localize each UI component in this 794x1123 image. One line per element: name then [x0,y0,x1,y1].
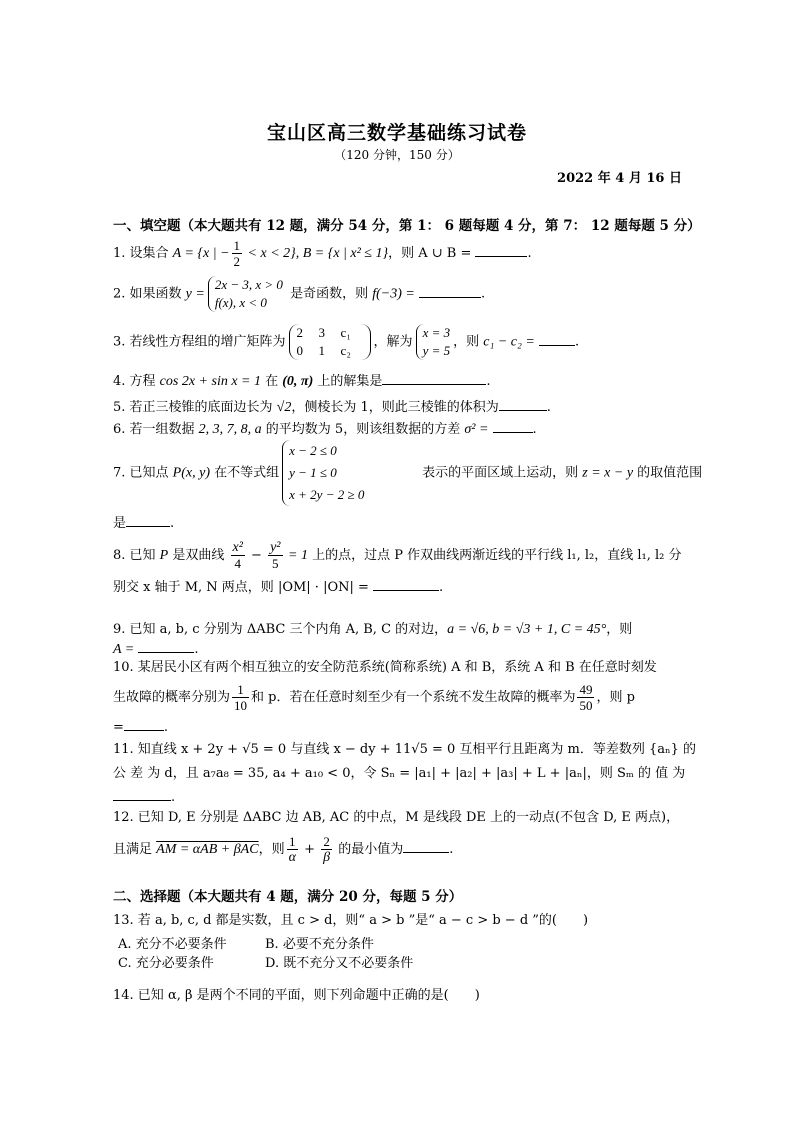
q2-prefix: 2. 如果函数 [113,286,186,302]
q3-m23: c₂ [340,343,351,358]
q3-m12: 3 [318,325,326,340]
question-12 [113,808,679,828]
q3-m21: 0 [296,343,304,358]
question-10-line-2 [113,682,635,713]
q4-equation: cos 2x + sin x = 1 [159,374,261,389]
q8-frac-y-den: 5 [272,556,279,571]
q3-augmented-matrix [289,324,371,360]
q3-sol-2: y = 5 [422,343,451,358]
q7-line-2: 是 [113,516,127,531]
question-5: 5. 若正三棱锥的底面边长为 √2，侧棱长为 1，则此三棱锥的体积为 . [113,396,551,418]
question-11-line-3: . [113,786,175,808]
q7-ineq-3: x + 2y − 2 ≥ 0 [289,487,365,502]
q3-m13: c₁ [340,325,351,340]
q1-prefix: 1. 设集合 [113,246,173,261]
question-14 [113,986,480,1006]
q4-post: 上的解集是 [313,374,383,389]
q7-tail: 的取值范围 [633,465,703,481]
q6-data: 2, 3, 7, 8, a [198,422,262,437]
q5-post: ，侧棱长为 1，则此三棱锥的体积为 [291,400,499,415]
q2-case-1: 2x − 3, x > 0 [214,277,283,292]
question-7-line-2: 是 . [113,512,174,534]
q2-case-2: f(x), x < 0 [214,295,267,310]
question-6: 6. 若一组数据 2, 3, 7, 8, a 的平均数为 5，则该组数据的方差 σ² = . [113,418,537,440]
exam-date: 2022 年 4 月 16 日 [557,171,682,186]
q13-option-b[interactable]: B. 必要不充分条件 [265,937,374,952]
q7-expr: z = x − y [582,465,634,481]
q8-frac-x-den: 4 [234,556,241,571]
q8-minus: − [246,548,267,563]
q10-frac-2-num: 49 [579,682,593,697]
q9-line-2: A = [113,642,135,657]
q8-post: 上的点，过点 P 作双曲线两渐近线的平行线 l₁, l₂，直线 l₁, l₂ 分 [307,548,682,563]
question-9-line-2: A = . [113,638,199,660]
q8-frac-x [231,540,245,571]
q1-fraction [232,238,243,269]
q13-stem: 13. 若 a, b, c, d 都是实数，且 c > d，则“ a > b ”是“ a − c > b − d ”的( ) [113,913,589,928]
q13-option-d[interactable]: D. 既不充分又不必要条件 [265,956,414,971]
q2-expr: f(−3) = [372,286,415,302]
question-8 [113,540,682,571]
q4-interval: (0, π) [282,374,314,389]
q11-line-1: 11. 知直线 x + 2y + √5 = 0 与直线 x − dy + 11√5 = 0 互相平行且距离为 m．等差数列 {aₙ} 的 [113,742,697,757]
q9-prefix: 9. 已知 a, b, c 分别为 ΔABC 三个内角 A, B, C 的对边， [113,622,448,637]
q12-vector-equation: AM = αAB + βAC [156,842,259,857]
question-7 [113,440,702,506]
q10-line-2-mid: 和 p．若在任意时刻至少有一个系统不发生故障的概率为 [251,690,576,705]
q2-mid: 是奇函数，则 [285,286,373,302]
q3-expr: c₁ − c₂ = [483,334,535,350]
q10-frac-1-den: 10 [234,698,248,713]
question-3: 3. 若线性方程组的增广矩阵为 2 3 c₁ 0 1 c₂ ，解为 x = 3 y = 5 ，则 c₁ − c₂ = . [113,325,580,358]
q4-prefix: 4. 方程 [113,374,160,389]
question-11-line-2 [113,764,685,784]
q11-line-2: 公 差 为 d，且 a₇a₈ = 35, a₄ + a₁₀ < 0，令 Sₙ = |a₁| + |a₂| + |a₃| + L + |aₙ|，则 Sₘ 的 值 为 [113,766,686,781]
q4-mid: 在 [261,374,283,389]
q3-mid: ，解为 [373,334,413,350]
q2-answer-blank[interactable] [419,283,481,298]
q7-post: 表示的平面区域上运动，则 [422,465,583,481]
q3-matrix-row-1 [297,324,363,342]
q3-prefix: 3. 若线性方程组的增广矩阵为 [113,334,286,350]
q7-mid: 在不等式组 [209,465,280,481]
question-8-line-2: 别交 x 轴于 M, N 两点，则 |OM| · |ON| = . [113,576,443,598]
section-fill-blank-heading: 一、填空题（本大题共有 12 题，满分 54 分，第 1： 6 题每题 4 分，第 7： 12 题每题 5 分） [113,218,701,234]
q8-eq: = 1 [284,548,308,563]
q6-answer-blank[interactable] [493,418,533,433]
q6-post: 的平均数为 5，则该组数据的方差 [261,422,465,437]
q2-y: y = [185,286,205,302]
q7-prefix: 7. 已知点 [113,465,173,481]
q9-post: ，则 [606,622,633,637]
q7-ineq-2: y − 1 ≤ 0 [289,465,337,480]
question-10 [113,658,657,678]
q7-point: P(x, y) [172,465,210,481]
q1-answer-blank[interactable] [475,242,527,257]
q8-frac-y [268,540,282,571]
q10-line-3: = [113,720,124,735]
q3-m22: 1 [318,343,326,358]
q1-frac-num: 1 [233,238,241,253]
q10-line-2-pre: 生故障的概率分别为 [113,690,231,705]
q3-sol-1: x = 3 [422,325,451,340]
q7-ineq-1: x − 2 ≤ 0 [289,443,337,458]
question-2: 2. 如果函数 y = 2x − 3, x > 0 f(x), x < 0 是奇函数，则 f(−3) = . [113,277,486,310]
q9-answer-blank[interactable] [138,638,194,653]
q4-answer-blank[interactable] [382,370,486,385]
section-choice-heading: 二、选择题（本大题共有 4 题，满分 20 分，每题 5 分） [113,889,463,905]
q10-frac-1-num: 1 [232,682,249,698]
q12-frac-1-num: 1 [287,834,298,850]
q8-mid: 是双曲线 [168,548,229,563]
q12-frac-1-den: α [288,850,296,865]
exam-subtitle: （120 分钟，150 分） [334,148,460,162]
q3-answer-blank[interactable] [539,331,575,346]
question-1: 1. 设集合 A = {x | − $\frac{1}{2}$ < x < 2}, B = {x | x² ≤ 1}，则 A ∪ B = . [113,238,532,269]
q3-matrix-row-2 [297,342,363,360]
q12-plus: + [299,842,320,857]
q10-line-2-post: ，则 p [596,690,635,705]
q8-prefix: 8. 已知 [113,548,160,563]
q8-frac-x-num: x² [232,540,243,555]
q7-inequality-system [282,440,419,506]
q12-frac-1 [287,834,298,865]
q1-post: ，则 A ∪ B = [388,246,476,261]
q3-m11: 2 [296,325,304,340]
q13-option-c[interactable]: C. 充分必要条件 [118,956,214,971]
q10-line-1: 10. 某居民小区有两个相互独立的安全防范系统(简称系统) A 和 B，系统 A 和 B 在任意时刻发 [113,660,657,675]
q9-expr: a = √6, b = √3 + 1, C = 45° [447,622,607,637]
q6-prefix: 6. 若一组数据 [113,422,199,437]
question-10-line-3: = . [113,716,168,738]
q12-frac-2 [321,834,332,865]
q14-stem: 14. 已知 α, β 是两个不同的平面，则下列命题中正确的是( ) [113,988,480,1003]
q5-expr: √2 [276,400,292,415]
q10-frac-1 [232,682,249,713]
q13-option-a[interactable]: A. 充分不必要条件 [118,937,227,952]
q12-line-2-post: 的最小值为 [334,842,404,857]
q5-prefix: 5. 若正三棱锥的底面边长为 [113,400,277,415]
q1-set-tail: < x < 2}, B = {x | x² ≤ 1} [244,246,389,261]
q8-frac-y-num: y² [270,540,281,555]
q2-piecewise [208,276,283,312]
question-11 [113,740,696,760]
q12-frac-2-den: β [323,850,331,865]
q8-answer-blank[interactable] [373,576,439,591]
q8-p: P [159,548,169,563]
q6-variance: σ² = [464,422,489,437]
question-12-line-2: 且满足 AM = αAB + βAC，则 $\frac{1}{\alpha}$ + $\frac{2}{\beta}$ 的最小值为 . [113,834,454,865]
q8-line-2: 别交 x 轴于 M, N 两点，则 |OM| · |ON| = [113,580,369,595]
q5-answer-blank[interactable] [499,396,547,411]
q10-frac-2 [577,682,594,713]
question-4: 4. 方程 cos 2x + sin x = 1 在 (0, π) 上的解集是 . [113,370,491,392]
q1-set-a: A = {x | − [172,246,230,261]
q10-answer-blank[interactable] [124,716,164,731]
q12-line-1: 12. 已知 D, E 分别是 ΔABC 边 AB, AC 的中点，M 是线段 DE 上的一动点(不包含 D, E 两点)， [113,810,680,825]
question-13 [113,911,588,931]
q11-answer-blank[interactable] [113,786,171,801]
q3-post: ，则 [453,334,484,350]
q7-answer-blank[interactable] [126,512,170,527]
q12-frac-2-num: 2 [321,834,332,850]
question-9 [113,620,632,640]
q1-frac-den: 2 [233,254,241,269]
q12-answer-blank[interactable] [403,838,449,853]
q12-line-2-mid: ，则 [258,842,285,857]
q3-solution [416,324,451,360]
q12-line-2-pre: 且满足 [113,842,157,857]
exam-title: 宝山区高三数学基础练习试卷 [266,122,527,144]
q10-frac-2-den: 50 [579,698,593,713]
